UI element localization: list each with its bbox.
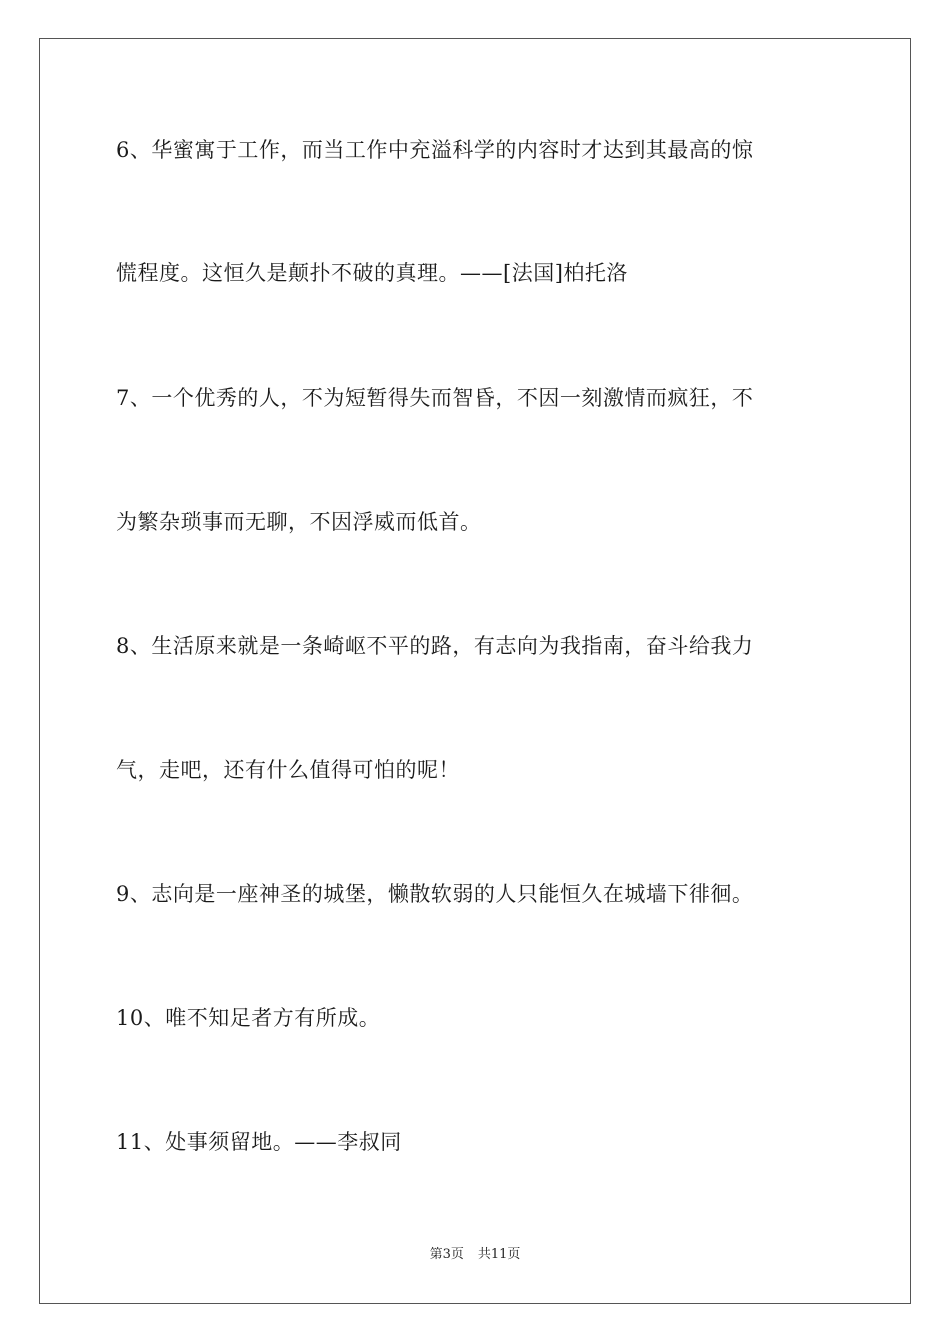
page-frame — [39, 38, 911, 1304]
quote-9-line-1: 9、志向是一座神圣的城堡，懒散软弱的人只能恒久在城墙下徘徊。 — [116, 882, 754, 906]
quote-6-line-2: 慌程度。这恒久是颠扑不破的真理。——[法国]柏托洛 — [116, 261, 628, 285]
quote-7-line-2: 为繁杂琐事而无聊，不因浮威而低首。 — [116, 510, 482, 534]
quote-6-line-1: 6、华蜜寓于工作，而当工作中充溢科学的内容时才达到其最高的惊 — [116, 138, 754, 162]
quote-8-line-2: 气，走吧，还有什么值得可怕的呢！ — [116, 758, 460, 782]
page-footer — [0, 1246, 950, 1264]
quote-10-line-1: 10、唯不知足者方有所成。 — [116, 1006, 381, 1030]
quote-11-line-1: 11、处事须留地。——李叔同 — [116, 1130, 402, 1154]
page-number: 第3页 — [429, 1247, 464, 1262]
quote-8-line-1: 8、生活原来就是一条崎岖不平的路，有志向为我指南，奋斗给我力 — [116, 634, 754, 658]
quote-7-line-1: 7、一个优秀的人，不为短暂得失而智昏，不因一刻激情而疯狂，不 — [116, 386, 754, 410]
page-total: 共11页 — [477, 1247, 521, 1262]
